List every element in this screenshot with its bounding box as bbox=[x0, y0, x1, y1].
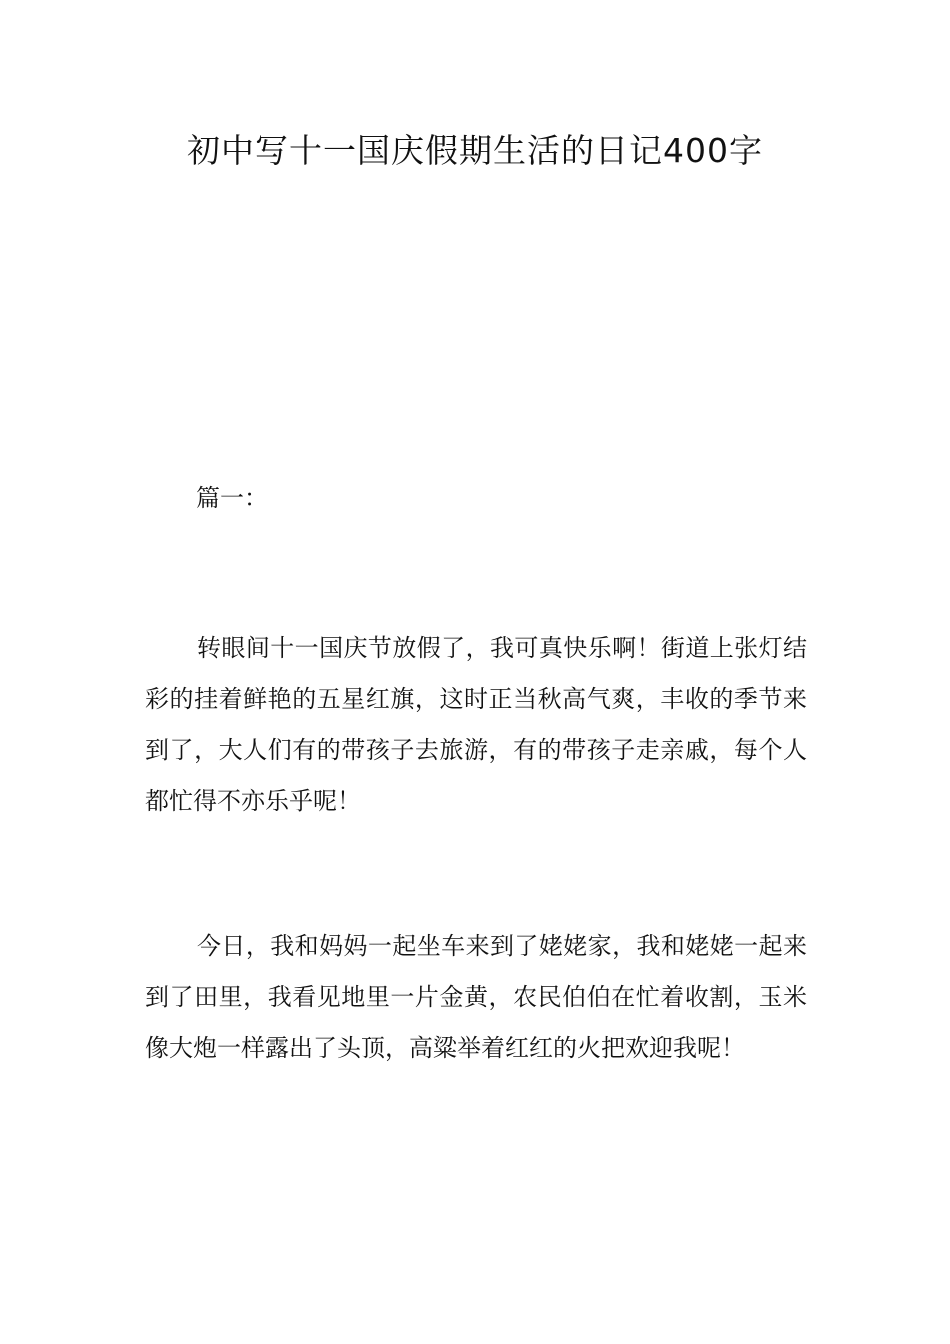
paragraph-1: 转眼间十一国庆节放假了，我可真快乐啊！街道上张灯结彩的挂着鲜艳的五星红旗，这时正当秋高气爽，丰收的季节来到了，大人们有的带孩子去旅游，有的带孩子走亲戚，每个人都忙得不亦乐乎呢！ bbox=[145, 634, 807, 815]
section-heading: 篇一： bbox=[196, 484, 268, 512]
document-title: 初中写十一国庆假期生活的日记400字 bbox=[187, 131, 763, 170]
paragraph-2: 今日，我和妈妈一起坐车来到了姥姥家，我和姥姥一起来到了田里，我看见地里一片金黄，农民伯伯在忙着收割，玉米像大炮一样露出了头顶，高粱举着红红的火把欢迎我呢！ bbox=[145, 932, 807, 1062]
